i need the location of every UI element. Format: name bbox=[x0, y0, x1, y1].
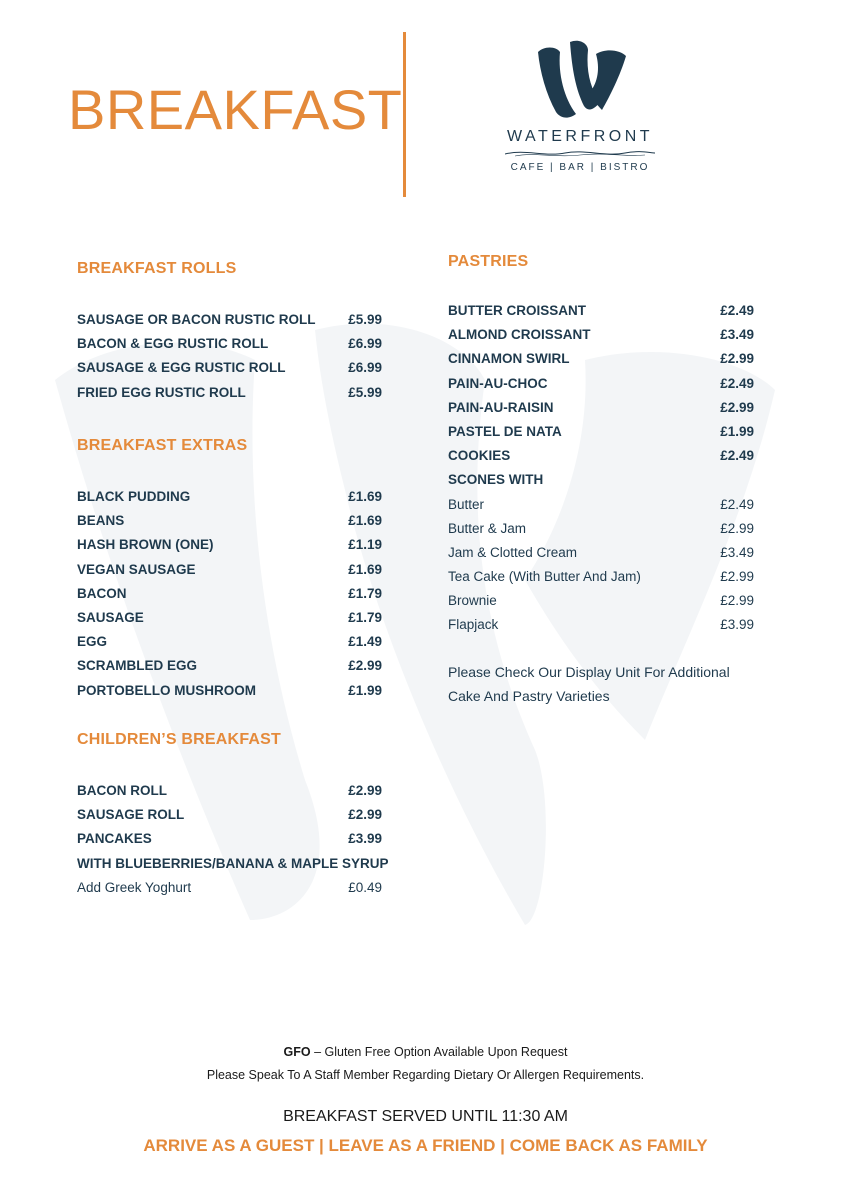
item-price: £2.99 bbox=[720, 520, 754, 536]
menu-item bbox=[77, 630, 382, 654]
menu-item bbox=[448, 396, 754, 420]
note-line: Cake And Pastry Varieties bbox=[448, 688, 610, 704]
menu-item bbox=[77, 827, 382, 851]
gfo-note bbox=[0, 1045, 851, 1059]
waterfront-w-icon bbox=[530, 40, 630, 120]
item-name: BLACK PUDDING bbox=[77, 489, 191, 504]
item-price: £1.69 bbox=[348, 513, 382, 529]
menu-item bbox=[77, 533, 382, 557]
childrens-breakfast-list bbox=[77, 779, 389, 900]
pastries-note bbox=[448, 660, 788, 708]
menu-item bbox=[448, 420, 754, 444]
item-name: BACON bbox=[77, 585, 127, 601]
item-name: EGG bbox=[77, 634, 108, 650]
item-price: £1.99 bbox=[348, 682, 382, 698]
item-name: SAUSAGE OR BACON RUSTIC ROLL bbox=[77, 312, 316, 327]
item-price: £0.49 bbox=[348, 879, 382, 895]
item-price: £1.69 bbox=[348, 489, 382, 504]
item-price: £1.69 bbox=[348, 561, 382, 577]
section-heading-breakfast-rolls: BREAKFAST ROLLS bbox=[77, 260, 237, 277]
menu-item bbox=[77, 606, 382, 630]
menu-item bbox=[77, 803, 382, 827]
menu-item bbox=[448, 565, 754, 589]
item-price: £5.99 bbox=[348, 384, 382, 400]
item-name: Add Greek Yoghurt bbox=[77, 879, 192, 895]
item-name: SAUSAGE ROLL bbox=[77, 807, 185, 823]
menu-item bbox=[77, 356, 382, 380]
menu-item bbox=[77, 679, 382, 703]
menu-item bbox=[448, 493, 754, 517]
menu-item bbox=[448, 613, 754, 637]
item-name: PANCAKES bbox=[77, 831, 152, 847]
item-name: CINNAMON SWIRL bbox=[448, 351, 570, 367]
item-price: £2.99 bbox=[720, 569, 754, 585]
menu-item bbox=[77, 582, 382, 606]
item-price: £3.99 bbox=[720, 617, 754, 633]
menu-item bbox=[77, 852, 389, 876]
menu-item bbox=[77, 332, 382, 356]
menu-item bbox=[448, 372, 754, 396]
section-heading-pastries: PASTRIES bbox=[448, 253, 529, 270]
item-name: SCRAMBLED EGG bbox=[77, 658, 198, 674]
page-title: BREAKFAST bbox=[68, 78, 403, 141]
section-heading-childrens-breakfast: CHILDREN’S BREAKFAST bbox=[77, 731, 282, 748]
item-name: BEANS bbox=[77, 513, 125, 529]
item-name: Brownie bbox=[448, 593, 497, 609]
item-name: PAIN-AU-RAISIN bbox=[448, 399, 554, 415]
item-price: £1.19 bbox=[348, 537, 382, 553]
item-name: PASTEL DE NATA bbox=[448, 423, 562, 439]
item-price: £2.99 bbox=[348, 658, 382, 674]
item-price: £1.79 bbox=[348, 609, 382, 625]
item-name: FRIED EGG RUSTIC ROLL bbox=[77, 384, 246, 400]
item-name: PAIN-AU-CHOC bbox=[448, 375, 548, 391]
gfo-text: – Gluten Free Option Available Upon Request bbox=[310, 1045, 568, 1059]
gfo-label: GFO bbox=[283, 1045, 311, 1059]
menu-item bbox=[448, 517, 754, 541]
item-name: WITH BLUEBERRIES/BANANA & MAPLE SYRUP bbox=[77, 855, 389, 871]
item-name: Butter & Jam bbox=[448, 520, 527, 536]
item-name: BACON & EGG RUSTIC ROLL bbox=[77, 336, 269, 352]
brand-logo bbox=[495, 40, 665, 200]
menu-subheading bbox=[448, 468, 754, 492]
menu-item bbox=[448, 444, 754, 468]
menu-item bbox=[77, 308, 382, 332]
allergen-note: Please Speak To A Staff Member Regarding Dietary Or Allergen Requirements. bbox=[206, 1068, 645, 1082]
section-heading-breakfast-extras: BREAKFAST EXTRAS bbox=[77, 437, 248, 454]
item-name: ALMOND CROISSANT bbox=[448, 327, 591, 343]
item-price: £3.99 bbox=[348, 831, 382, 847]
slogan: ARRIVE AS A GUEST | LEAVE AS A FRIEND | COME BACK AS FAMILY bbox=[143, 1136, 708, 1155]
item-price: £1.79 bbox=[348, 585, 382, 601]
pastries-list bbox=[448, 299, 754, 638]
breakfast-extras-list bbox=[77, 485, 382, 703]
item-price: £2.49 bbox=[720, 496, 754, 512]
menu-item bbox=[448, 347, 754, 371]
item-price: £2.99 bbox=[348, 807, 382, 823]
item-name: SCONES WITH bbox=[448, 472, 544, 488]
item-price: £1.49 bbox=[348, 634, 382, 650]
item-price: £6.99 bbox=[348, 336, 382, 352]
brand-name: WATERFRONT bbox=[506, 128, 654, 145]
menu-item bbox=[448, 589, 754, 613]
menu-item bbox=[448, 299, 754, 323]
item-name: Butter bbox=[448, 496, 485, 512]
menu-item bbox=[77, 485, 382, 509]
item-price: £2.49 bbox=[720, 375, 754, 391]
menu-item bbox=[77, 779, 382, 803]
menu-item bbox=[448, 541, 754, 565]
item-price: £2.49 bbox=[720, 448, 754, 464]
item-name: Jam & Clotted Cream bbox=[448, 544, 578, 560]
item-name: BACON ROLL bbox=[77, 783, 167, 798]
menu-item bbox=[448, 323, 754, 347]
wave-icon bbox=[505, 148, 655, 158]
menu-item bbox=[77, 558, 382, 582]
item-price: £5.99 bbox=[348, 312, 382, 327]
title-divider bbox=[403, 32, 406, 197]
item-price: £2.49 bbox=[720, 303, 754, 318]
item-price: £6.99 bbox=[348, 360, 382, 376]
item-price: £2.99 bbox=[348, 783, 382, 798]
item-name: Flapjack bbox=[448, 617, 499, 633]
item-name: PORTOBELLO MUSHROOM bbox=[77, 682, 257, 698]
item-name: BUTTER CROISSANT bbox=[448, 303, 586, 318]
menu-item bbox=[77, 509, 382, 533]
breakfast-rolls-list bbox=[77, 308, 382, 405]
item-name: SAUSAGE & EGG RUSTIC ROLL bbox=[77, 360, 286, 376]
served-until: BREAKFAST SERVED UNTIL 11:30 AM bbox=[283, 1108, 568, 1125]
item-name: SAUSAGE bbox=[77, 609, 144, 625]
menu-item bbox=[77, 654, 382, 678]
item-name: HASH BROWN (ONE) bbox=[77, 537, 214, 553]
note-line: Please Check Our Display Unit For Additional bbox=[448, 664, 730, 680]
item-price: £3.49 bbox=[720, 327, 754, 343]
brand-tagline: CAFE | BAR | BISTRO bbox=[510, 162, 650, 173]
item-price: £2.99 bbox=[720, 593, 754, 609]
item-price: £2.99 bbox=[720, 399, 754, 415]
menu-item bbox=[77, 381, 382, 405]
item-name: Tea Cake (With Butter And Jam) bbox=[448, 569, 641, 585]
item-price: £1.99 bbox=[720, 423, 754, 439]
item-name: VEGAN SAUSAGE bbox=[77, 561, 196, 577]
item-price: £3.49 bbox=[720, 544, 754, 560]
item-price: £2.99 bbox=[720, 351, 754, 367]
menu-item bbox=[77, 876, 382, 900]
item-name: COOKIES bbox=[448, 448, 511, 464]
